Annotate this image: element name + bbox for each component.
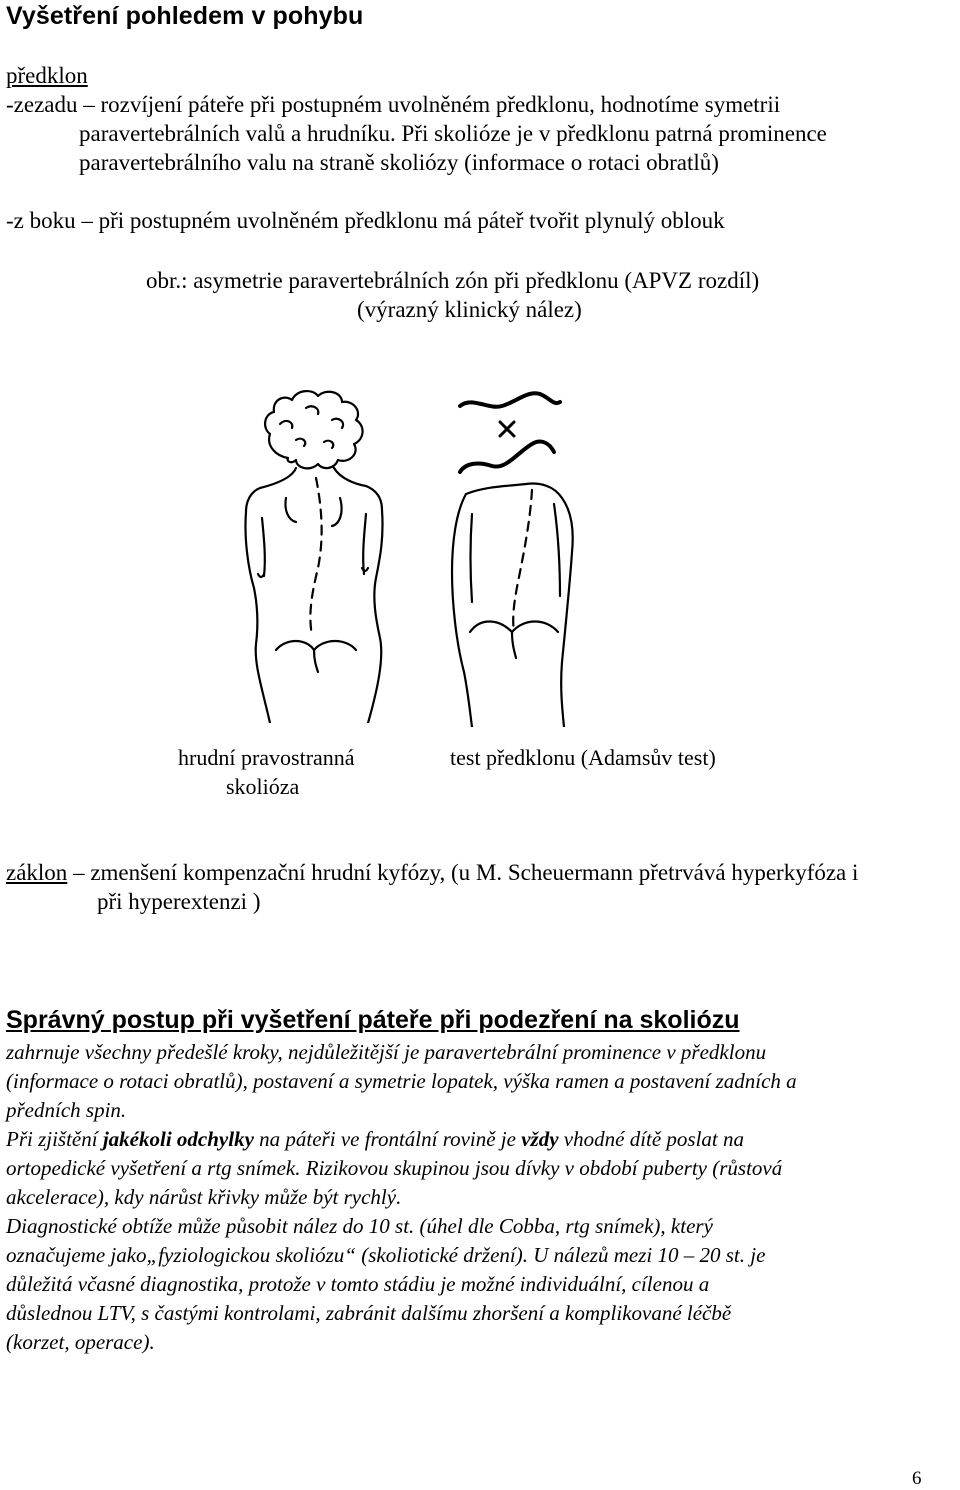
postup-line: ortopedické vyšetření a rtg snímek. Rizikovou skupinou jsou dívky v období puberty (růstová [6,1156,783,1180]
left-figure-label: skolióza [226,774,300,799]
predklon-line: -zezadu – rozvíjení páteře při postupném uvolněném předklonu, hodnotíme symetrii [6,92,781,117]
postup-line: důležitá včasné diagnostika, protože v tomto stádiu je možné individuální, cílenou a [6,1272,710,1296]
postup-line: (informace o rotaci obratlů), postavení a symetrie lopatek, výška ramen a postavení zadních a [6,1069,797,1093]
postup-line: předních spin. [6,1098,127,1122]
section-heading: Správný postup při vyšetření páteře při podezření na skoliózu [6,1006,740,1034]
predklon-line: paravertebrálních valů a hrudníku. Při skolióze je v předklonu patrná prominence [79,121,827,146]
predklon-line: paravertebrálního valu na straně skoliózy (informace o rotaci obratlů) [79,150,719,175]
right-figure-label: test předklonu (Adamsův test) [450,745,716,770]
left-figure-label: hrudní pravostranná [178,745,355,770]
postup-line: důslednou LTV, s častými kontrolami, zabránit dalšímu zhoršení a komplikované léčbě [6,1301,732,1325]
postup-line: zahrnuje všechny předešlé kroky, nejdůležitější je paravertebrální prominence v předklonu [6,1040,767,1064]
zaklon-text: – zmenšení kompenzační hrudní kyfózy, (u M. Scheuermann přetrvává hyperkyfóza i [67,860,859,885]
postup-line: (korzet, operace). [6,1330,155,1354]
postup-line: Diagnostické obtíže může působit nález do 10 st. (úhel dle Cobba, rtg snímek), který [6,1214,713,1238]
figure-caption: obr.: asymetrie paravertebrálních zón při předklonu (APVZ rozdíl) [146,268,760,293]
adams-test-illustration [436,382,596,727]
zaklon-line: při hyperextenzi ) [97,889,261,914]
page-number: 6 [912,1468,922,1489]
zaklon-heading: záklon [6,860,68,885]
postup-text: vhodné dítě poslat na [558,1127,745,1151]
postup-emphasis: jakékoli odchylky [102,1127,254,1151]
zaklon-line [6,858,858,887]
postup-emphasis: vždy [521,1127,559,1151]
postup-line: označujeme jako„fyziologickou skoliózu“ (skoliotické držení). U nálezů mezi 10 – 20 st. je [6,1243,766,1267]
predklon-heading: předklon [6,63,88,88]
figure-caption-note: (výrazný klinický nález) [357,297,582,322]
postup-line: akcelerace), kdy nárůst křivky může být rychlý. [6,1185,402,1209]
postup-text: Při zjištění [6,1127,103,1151]
postup-text: na páteři ve frontální rovině je [253,1127,522,1151]
postup-line [6,1127,744,1152]
predklon-line: -z boku – při postupném uvolněném předklonu má páteř tvořit plynulý oblouk [6,208,725,233]
standing-scoliosis-illustration [236,388,396,723]
page-title: Vyšetření pohledem v pohybu [6,2,364,30]
